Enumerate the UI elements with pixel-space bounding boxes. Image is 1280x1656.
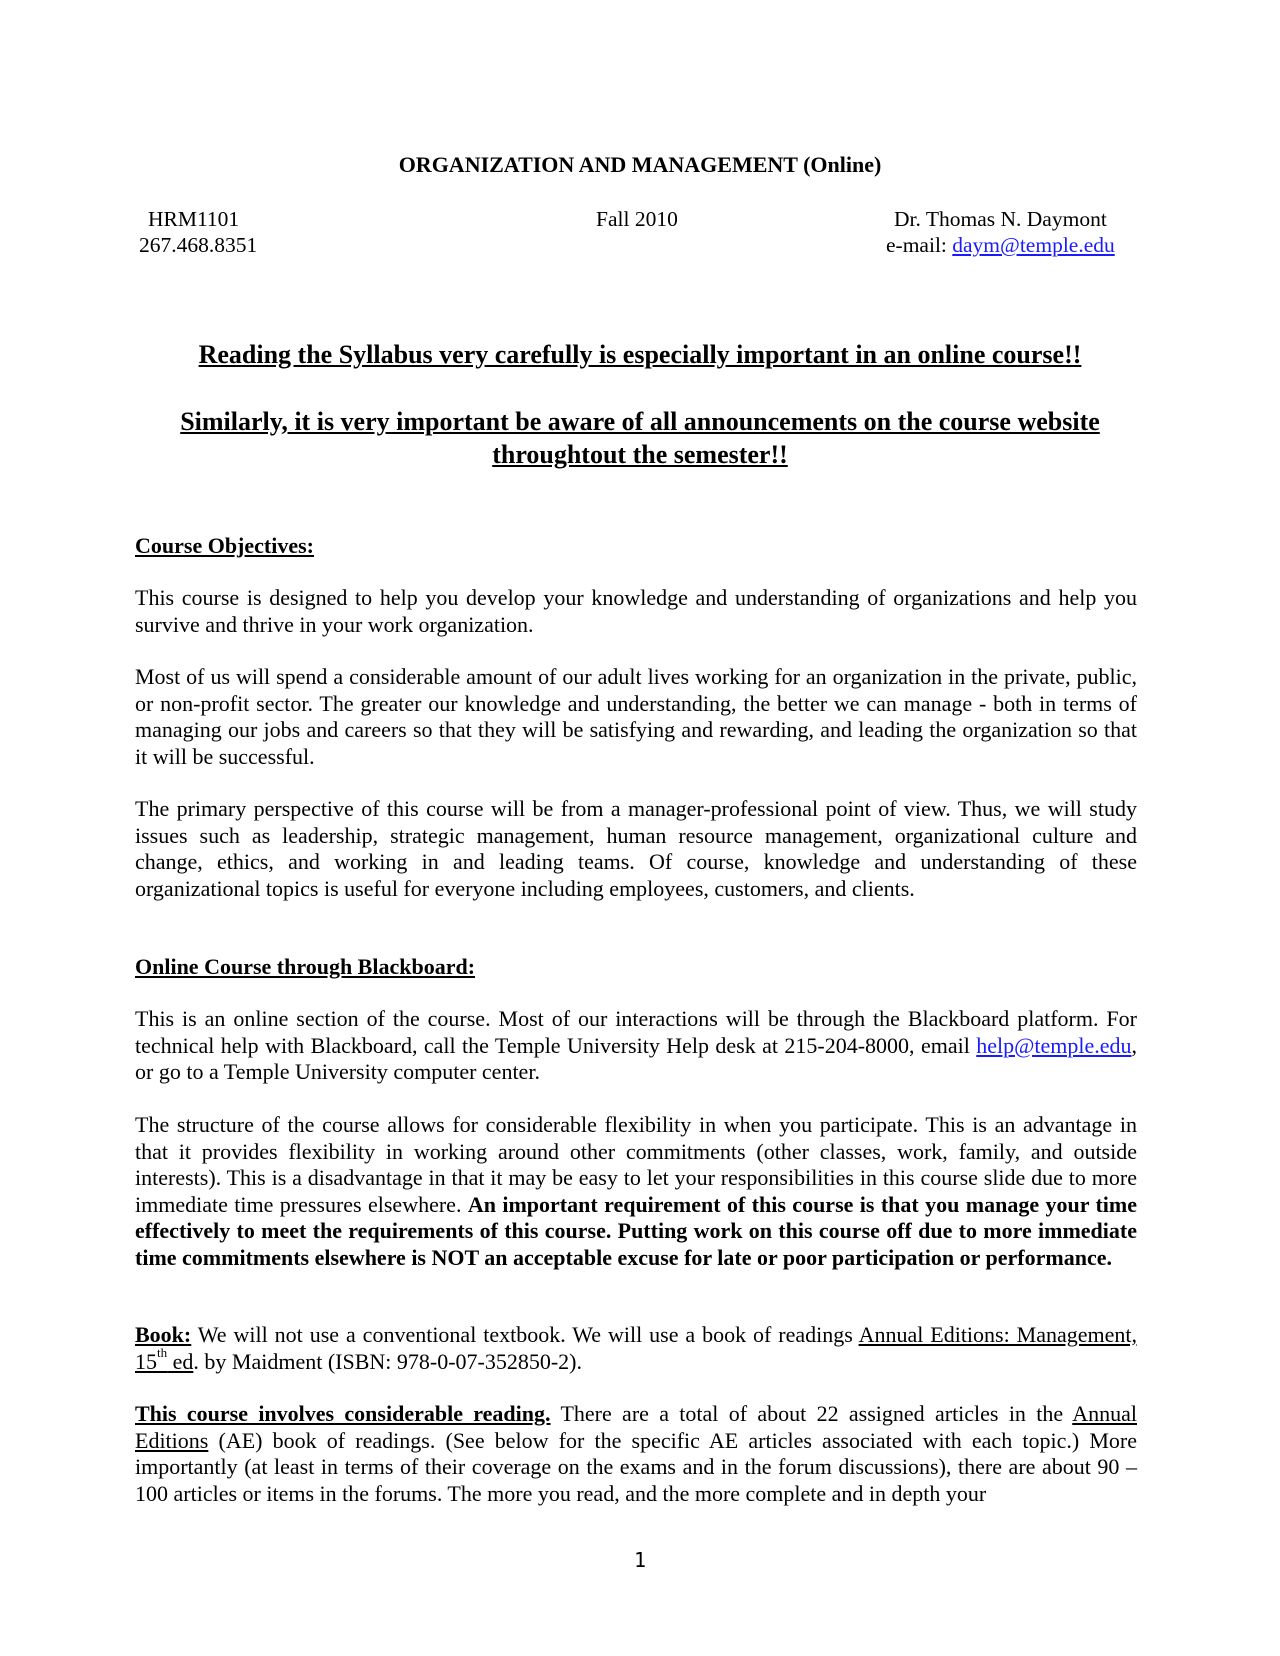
online-heading bbox=[135, 954, 1137, 981]
edition-superscript: th bbox=[157, 1345, 168, 1361]
book-title-text: Annual Editions: Management, 15 bbox=[135, 1322, 1137, 1374]
course-code: HRM1101 bbox=[148, 207, 240, 231]
book-paragraph bbox=[135, 1322, 1137, 1375]
reading-text-continued: (AE) book of readings. (See below for the specific AE articles associated with each topic.) More importantly (at least in terms of their coverage on the exams and in the forum discussions), there are about 90 – 100 articles or items in the forums. The more you read, and the more complete and in depth your bbox=[135, 1427, 1137, 1506]
page-number: 1 bbox=[633, 1548, 647, 1572]
term: Fall 2010 bbox=[596, 207, 678, 231]
reading-paragraph bbox=[135, 1401, 1137, 1507]
email-line bbox=[886, 232, 1115, 258]
help-email-link[interactable]: help@temple.edu bbox=[976, 1032, 1132, 1058]
book-label: Book: bbox=[135, 1322, 192, 1347]
reading-text: There are a total of about 22 assigned articles in the bbox=[550, 1401, 1073, 1426]
objectives-heading-text: Course Objectives: bbox=[135, 533, 315, 558]
online-p2-requirement: An important requirement of this course is that you manage your time effectively to meet the requirements of this course. Putting work on this course off due to more immediate time commitments elsewhere is NOT an acceptable excuse for late or poor participation or performance. bbox=[135, 1191, 1137, 1270]
edition-suffix: ed bbox=[167, 1348, 194, 1374]
online-p1-text: This is an online section of the course. Most of our interactions will be through the Blackboard platform. For technical help with Blackboard, call the Temple University Help desk at 215-204-8000, email bbox=[135, 1006, 1137, 1058]
online-heading-text: Online Course through Blackboard: bbox=[135, 954, 476, 979]
syllabus-notice: Reading the Syllabus very carefully is especially important in an online course!! bbox=[198, 340, 1082, 369]
email-link[interactable]: daym@temple.edu bbox=[952, 233, 1115, 257]
online-p1-tail: , or go to a Temple University computer center. bbox=[135, 1032, 1137, 1084]
online-paragraph-2 bbox=[135, 1112, 1137, 1271]
book-isbn: . by Maidment (ISBN: 978-0-07-352850-2). bbox=[193, 1348, 583, 1374]
objectives-paragraph-3: The primary perspective of this course will be from a manager-professional point of view. Thus, we will study issues such as leadership, strategic management, human resource management, organizational culture and change, ethics, and working in and leading teams. Of course, knowledge and understanding of these organizational topics is useful for everyone including employees, customers, and clients. bbox=[135, 796, 1137, 901]
instructor-name: Dr. Thomas N. Daymont bbox=[894, 207, 1107, 231]
reading-label: This course involves considerable reading. bbox=[135, 1401, 551, 1426]
online-p2-text: The structure of the course allows for considerable flexibility in when you participate. This is an advantage in that it provides flexibility in working around other commitments (other classes, work, family, and outside interests). This is a disadvantage in that it may be easy to let your responsibilities in this course slide due to more immediate time pressures elsewhere. bbox=[135, 1112, 1137, 1217]
online-paragraph-1 bbox=[135, 1006, 1137, 1086]
objectives-paragraph-1: This course is designed to help you develop your knowledge and understanding of organizations and help you survive and thrive in your work organization. bbox=[135, 585, 1137, 637]
phone-number: 267.468.8351 bbox=[139, 233, 258, 257]
objectives-paragraph-2: Most of us will spend a considerable amount of our adult lives working for an organization in the private, public, or non-profit sector. The greater our knowledge and understanding, the better we can manage - both in terms of managing our jobs and careers so that they will be satisfying and rewarding, and leading the organization so that it will be successful. bbox=[135, 664, 1137, 769]
announcements-notice: Similarly, it is very important be aware of all announcements on the course website throughtout the semester!! bbox=[180, 407, 1100, 469]
email-label: e-mail: bbox=[886, 233, 953, 257]
annual-editions-title: Annual Editions bbox=[135, 1401, 1137, 1453]
objectives-heading bbox=[135, 533, 1137, 560]
document-title: ORGANIZATION AND MANAGEMENT (Online) bbox=[398, 152, 882, 177]
book-text: We will not use a conventional textbook. We will use a book of readings bbox=[191, 1322, 859, 1347]
